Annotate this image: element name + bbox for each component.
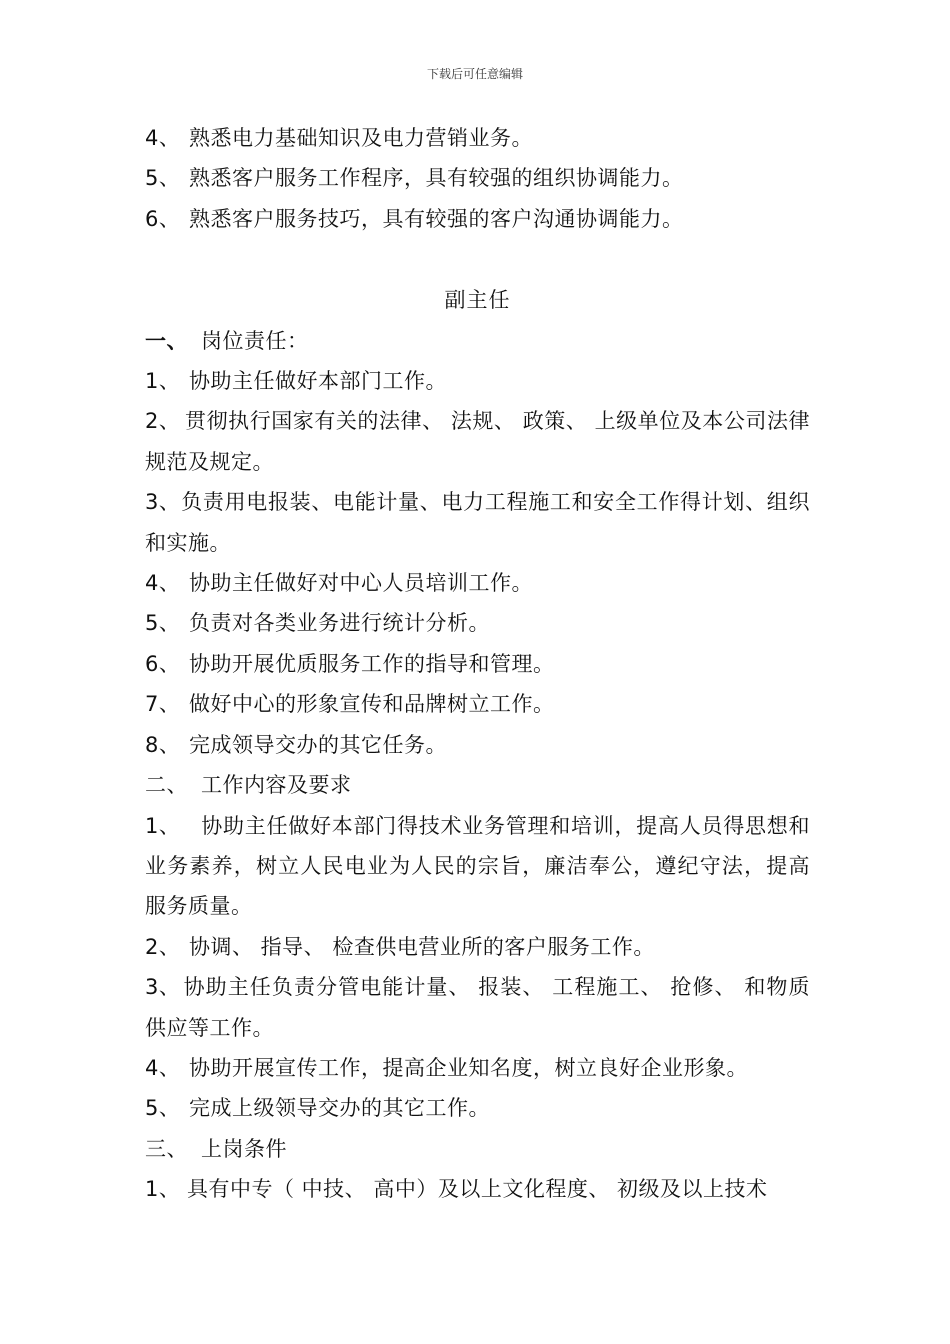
item-number: 3、 [145,490,181,515]
list-item [145,603,810,643]
header-note: 下载后可任意编辑 [426,67,523,81]
item-text: 协助开展优质服务工作的指导和管理。 [189,651,555,676]
item-number: 4、 [145,1055,181,1080]
list-item [145,401,810,482]
item-number: 4、 [145,571,181,596]
item-number: 5、 [145,611,181,636]
list-item [145,1048,810,1088]
list-item [145,482,810,563]
item-number: 4、 [145,126,181,150]
section-number: 一、 [145,328,188,353]
item-text: 协调、 指导、 检查供电营业所的客户服务工作。 [189,934,655,959]
item-text: 贯彻执行国家有关的法律、 法规、 政策、 上级单位及本公司法律规范及规定。 [145,409,810,474]
list-item [145,806,810,927]
item-number: 1、 [145,369,181,394]
item-number: 8、 [145,732,181,757]
item-text: 协助主任做好对中心人员培训工作。 [189,571,533,596]
list-item [145,684,810,724]
list-item [145,158,810,198]
list-item [145,1088,810,1128]
item-text: 熟悉客户服务工作程序，具有较强的组织协调能力。 [189,166,684,191]
document-body [145,118,810,1210]
item-number: 2、 [145,934,181,959]
list-item [145,927,810,967]
item-text: 协助主任负责分管电能计量、 报装、 工程施工、 抢修、 和物质供应等工作。 [145,975,810,1040]
item-text: 熟悉电力基础知识及电力营销业务。 [189,126,533,150]
item-text: 完成上级领导交办的其它工作。 [189,1096,490,1121]
item-number: 6、 [145,651,181,676]
list-item [145,361,810,401]
list-item [145,644,810,684]
item-number: 3、 [145,975,181,1000]
item-number: 2、 [145,409,181,434]
section-heading [145,1129,810,1169]
item-number: 7、 [145,692,181,717]
item-text: 协助开展宣传工作，提高企业知名度，树立良好企业形象。 [189,1055,748,1080]
item-number: 6、 [145,206,181,231]
item-text: 具有中专（ 中技、 高中）及以上文化程度、 初级及以上技术 [187,1177,768,1202]
section-number: 三、 [145,1136,188,1161]
item-text: 协助主任做好本部门得技术业务管理和培训，提高人员得思想和业务素养，树立人民电业为人民的宗旨，廉洁奉公，遵纪守法，提高服务质量。 [145,813,810,919]
item-text: 做好中心的形象宣传和品牌树立工作。 [189,692,555,717]
list-item [145,199,810,239]
list-item [145,563,810,603]
item-number: 5、 [145,1096,181,1121]
item-number: 5、 [145,166,181,191]
list-item [145,1169,810,1209]
section-number: 二、 [145,773,188,798]
section-heading [145,321,810,361]
section-title: 工作内容及要求 [201,773,352,798]
item-text: 完成领导交办的其它任务。 [189,732,447,757]
item-text: 协助主任做好本部门工作。 [189,369,447,394]
item-number: 1、 [145,1177,181,1202]
section-heading [145,765,810,805]
item-text: 负责用电报装、电能计量、电力工程施工和安全工作得计划、组织和实施。 [145,490,810,555]
list-item [145,118,810,158]
list-item [145,967,810,1048]
item-text: 熟悉客户服务技巧，具有较强的客户沟通协调能力。 [189,206,684,231]
section-title: 岗位责任： [201,328,309,353]
section-title: 上岗条件 [201,1136,287,1161]
role-title: 副主任 [444,288,511,313]
item-text: 负责对各类业务进行统计分析。 [189,611,490,636]
spacer [145,239,810,280]
item-number: 1、 [145,813,181,838]
list-item [145,725,810,765]
